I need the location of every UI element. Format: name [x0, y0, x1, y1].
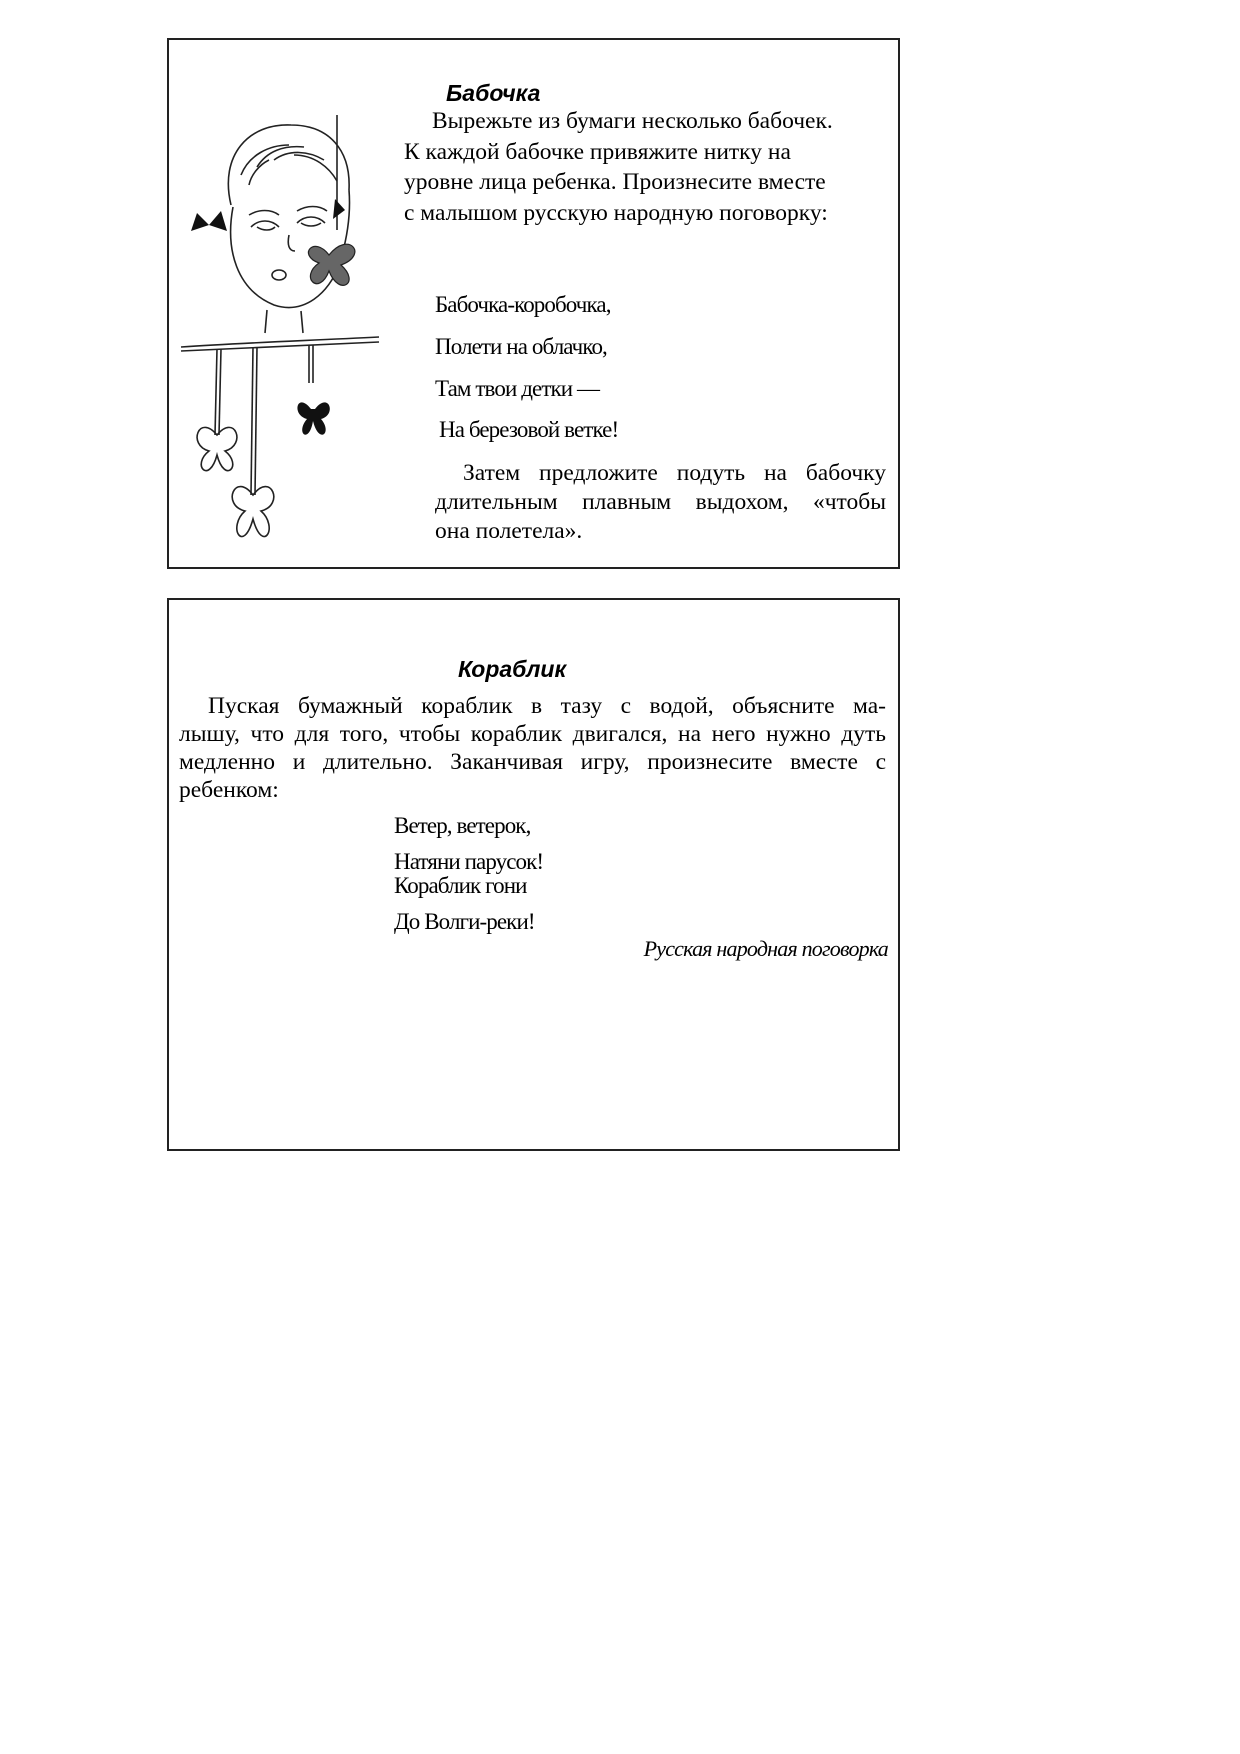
- intro-line: Вырежьте из бумаги несколько бабочек.: [432, 108, 833, 134]
- intro-line: К каждой бабочке привяжите нитку на: [404, 138, 791, 165]
- card-title: Бабочка: [446, 80, 541, 106]
- intro-line: медленно и длительно. Заканчивая игру, произнесите вместе с: [179, 749, 886, 775]
- verse-line: Натяни парусок!: [394, 849, 544, 874]
- intro-paragraph: [404, 106, 854, 228]
- outro-line: Затем предложите подуть на бабочку: [463, 460, 886, 486]
- intro-paragraph: [179, 692, 886, 804]
- intro-line: с малышом русскую народную поговорку:: [404, 199, 828, 226]
- butterfly-card: [167, 38, 900, 569]
- card-title: Кораблик: [458, 656, 567, 682]
- verse-line: На березовой ветке!: [439, 417, 619, 442]
- verse-line: Там твои детки —: [435, 376, 600, 401]
- intro-line: ребенком:: [179, 777, 279, 803]
- verse-line: Ветер, ветерок,: [394, 813, 531, 838]
- verse-line: Полети на облачко,: [435, 334, 607, 359]
- intro-line: лышу, что для того, чтобы кораблик двигался, на него нужно дуть: [179, 721, 886, 747]
- outro-line: она полетела».: [435, 518, 583, 544]
- outro-paragraph: [435, 459, 886, 546]
- verse-line: Кораблик гони: [394, 873, 527, 898]
- verse-line: Бабочка-коробочка,: [435, 292, 611, 317]
- verse-line: До Волги-реки!: [394, 909, 535, 934]
- intro-line: уровне лица ребенка. Произнесите вместе: [404, 169, 826, 195]
- source-attribution: Русская народная поговорка: [643, 936, 888, 961]
- girl-butterflies-illustration: [179, 115, 384, 565]
- intro-line: Пуская бумажный кораблик в тазу с водой, объясните ма-: [208, 693, 886, 719]
- outro-line: длительным плавным выдохом, «чтобы: [435, 489, 886, 515]
- boat-card: [167, 598, 900, 1151]
